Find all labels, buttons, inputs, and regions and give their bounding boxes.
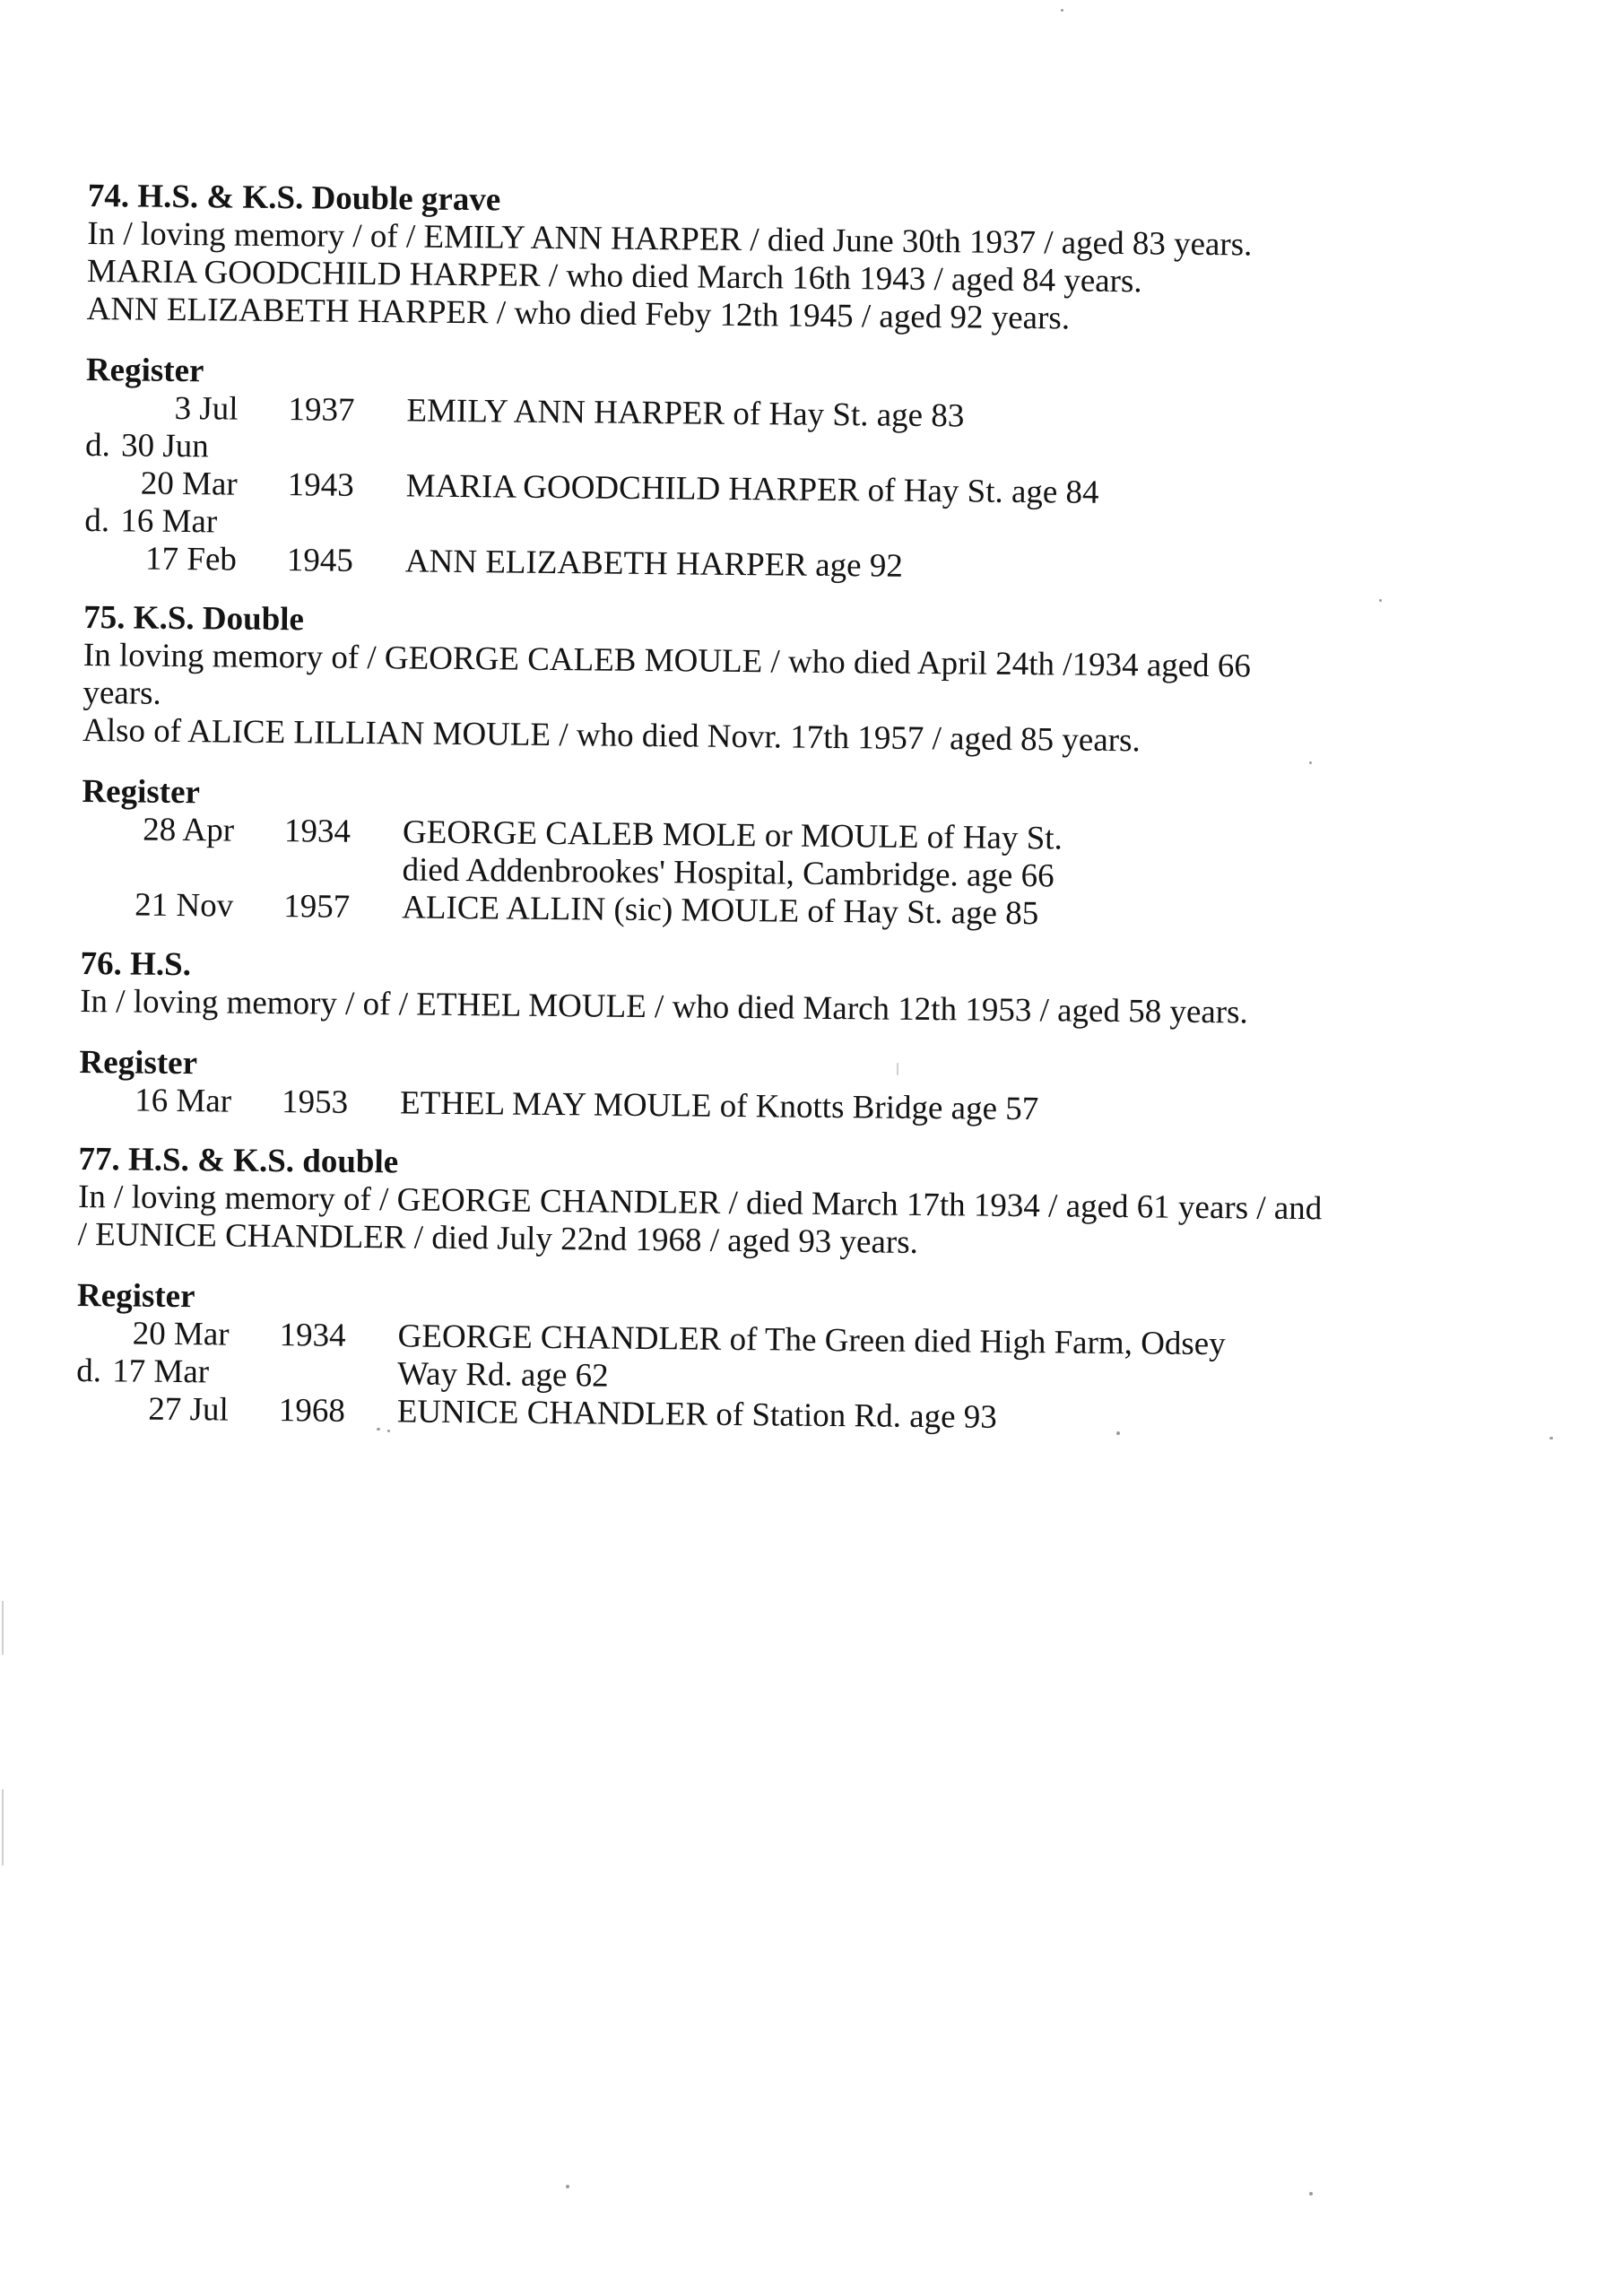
- register-year: 1943: [287, 466, 354, 504]
- scan-speck: [1379, 599, 1382, 602]
- register-year-empty: [229, 1383, 345, 1384]
- register-text: Way Rd. age 62: [397, 1355, 609, 1395]
- register-text: died Addenbrookes' Hospital, Cambridge. age 66: [402, 851, 1055, 895]
- scan-speck: [897, 1063, 898, 1075]
- scan-speck: [1309, 2192, 1313, 2196]
- register-death-date: [84, 502, 237, 542]
- register-date: 27 Jul: [148, 1390, 230, 1429]
- register-date: 20 Mar: [140, 465, 238, 503]
- register-text: EMILY ANN HARPER of Hay St. age 83: [406, 392, 965, 435]
- entry-74: [84, 178, 1361, 590]
- inscription-line: ANN ELIZABETH HARPER / who died Feby 12th 1945 / aged 92 years.: [86, 290, 1071, 337]
- register-label: Register: [85, 351, 204, 390]
- inscription-line: In loving memory of / GEORGE CALEB MOULE / who died April 24th /1934 aged 66: [82, 636, 1252, 685]
- scan-edge-mark: [2, 1601, 4, 1655]
- scan-speck: [1309, 761, 1312, 764]
- inscription-line: In / loving memory / of / ETHEL MOULE / who died March 12th 1953 / aged 58 years.: [79, 982, 1248, 1031]
- death-date: 30 Jun: [120, 427, 209, 465]
- inscription-line: In / loving memory / of / EMILY ANN HARPER / died June 30th 1937 / aged 83 years.: [87, 214, 1253, 264]
- inscription-line: MARIA GOODCHILD HARPER / who died March 16th 1943 / aged 84 years.: [86, 252, 1142, 300]
- register-year: 1968: [278, 1392, 346, 1430]
- scan-edge-mark: [2, 1789, 4, 1866]
- register-death-date: [76, 1352, 229, 1392]
- entry-heading: 74. H.S. & K.S. Double grave: [87, 178, 501, 219]
- register-year: 1953: [281, 1083, 349, 1121]
- register-date: 21 Nov: [135, 886, 234, 925]
- entry-heading: 77. H.S. & K.S. double: [78, 1140, 399, 1181]
- entry-75: [81, 599, 1357, 936]
- scan-speck: [1549, 1437, 1553, 1439]
- document-body: [76, 178, 1361, 1440]
- register-year: 1934: [283, 813, 352, 850]
- death-date: 16 Mar: [120, 502, 218, 541]
- register-text: MARIA GOODCHILD HARPER of Hay St. age 84: [405, 467, 1099, 511]
- register-indent: [82, 877, 351, 880]
- entry-heading: 75. K.S. Double: [83, 598, 305, 639]
- entry-77: [76, 1141, 1352, 1440]
- entry-76: [79, 945, 1354, 1132]
- death-prefix: d.: [84, 426, 111, 465]
- register-text: GEORGE CALEB MOLE or MOULE of Hay St.: [402, 813, 1063, 857]
- death-prefix: d.: [76, 1352, 102, 1390]
- death-date: 17 Mar: [112, 1352, 210, 1391]
- inscription-line: Also of ALICE LILLIAN MOULE / who died Novr. 17th 1957 / aged 85 years.: [82, 711, 1141, 760]
- register-year: 1945: [286, 542, 354, 579]
- register-text: ETHEL MAY MOULE of Knotts Bridge age 57: [399, 1084, 1039, 1128]
- register-year: 1957: [283, 888, 351, 926]
- register-date: 3 Jul: [174, 389, 239, 428]
- inscription-line: In / loving memory of / GEORGE CHANDLER / died March 17th 1934 / aged 61 years / and: [77, 1178, 1323, 1228]
- register-year: 1937: [288, 391, 355, 429]
- register-date: 16 Mar: [135, 1082, 232, 1120]
- register-date: 20 Mar: [132, 1315, 230, 1353]
- register-death-date: [85, 427, 238, 466]
- register-date: 17 Feb: [144, 540, 238, 578]
- register-year: 1934: [279, 1317, 346, 1354]
- entry-heading: 76. H.S.: [80, 944, 192, 984]
- inscription-line: / EUNICE CHANDLER / died July 22nd 1968 / aged 93 years.: [77, 1215, 919, 1261]
- scan-speck: [387, 1430, 390, 1432]
- scan-speck: [1116, 1431, 1120, 1435]
- register-text: GEORGE CHANDLER of The Green died High Farm, Odsey: [397, 1318, 1226, 1363]
- register-label: Register: [76, 1276, 195, 1316]
- register-text: ALICE ALLIN (sic) MOULE of Hay St. age 85: [402, 889, 1039, 933]
- death-prefix: d.: [84, 501, 110, 540]
- scan-speck: [1061, 9, 1063, 12]
- register-label: Register: [82, 772, 201, 812]
- register-text: EUNICE CHANDLER of Station Rd. age 93: [396, 1393, 998, 1436]
- register-text: ANN ELIZABETH HARPER age 92: [404, 543, 904, 585]
- inscription-line: years.: [82, 674, 162, 712]
- scan-speck: [377, 1428, 380, 1431]
- register-date: 28 Apr: [143, 811, 235, 849]
- register-label: Register: [79, 1043, 198, 1083]
- scan-speck: [566, 2185, 569, 2188]
